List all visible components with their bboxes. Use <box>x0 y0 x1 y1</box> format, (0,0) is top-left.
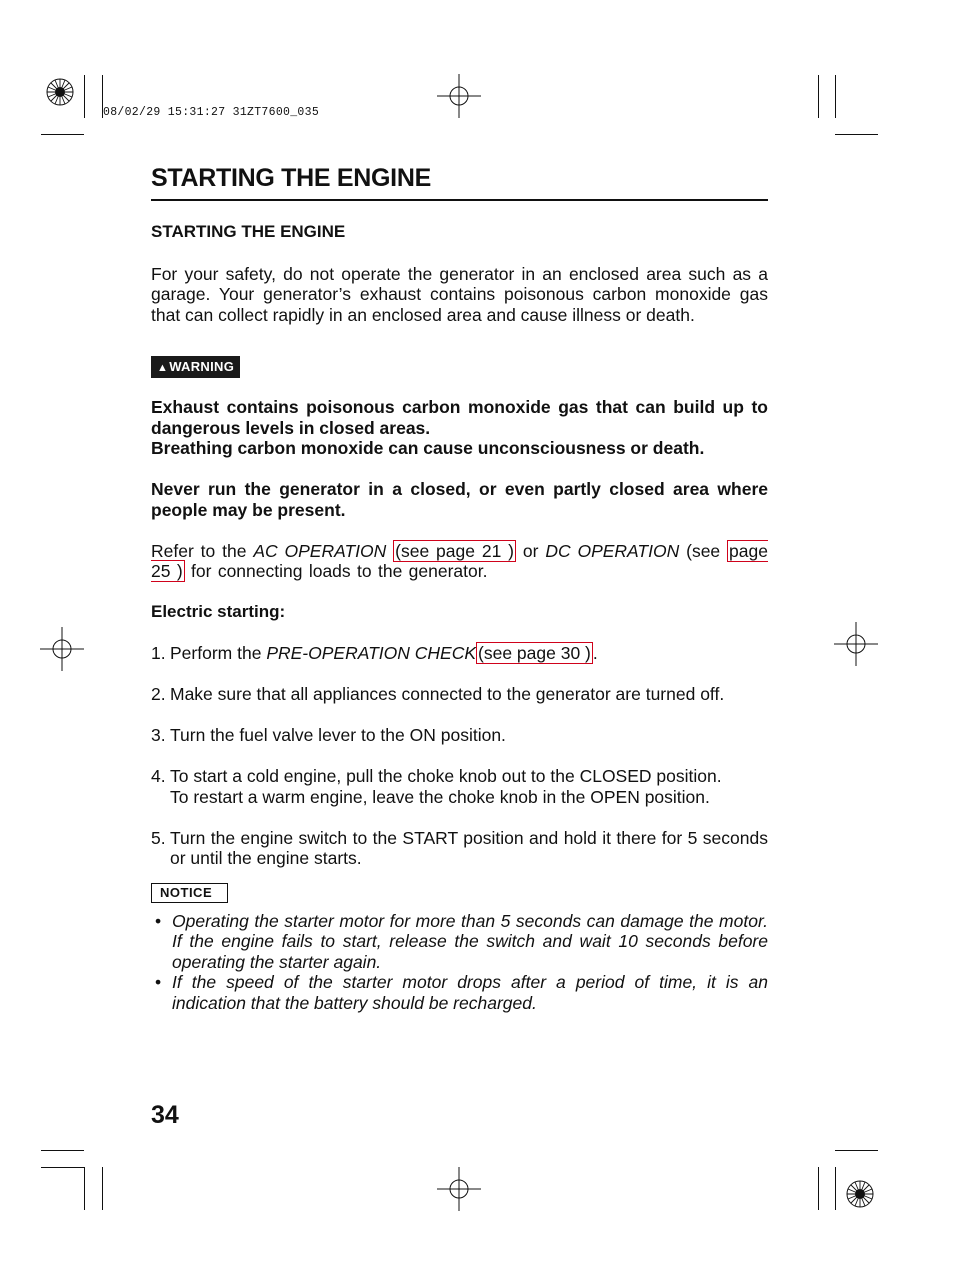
section-heading: STARTING THE ENGINE <box>151 222 346 241</box>
pre-operation-check-ref: PRE-OPERATION CHECK <box>266 643 477 663</box>
page-30-link[interactable]: (see page 30 ) <box>478 643 591 663</box>
refer-post: for connecting loads to the generator. <box>191 561 488 581</box>
notice-label: NOTICE <box>151 883 228 903</box>
dc-operation-ref: DC OPERATION <box>545 540 680 561</box>
notice-badge <box>151 881 768 903</box>
crosshair-top-center <box>437 74 481 118</box>
refer-or: or <box>522 540 539 561</box>
step-5: 5. Turn the engine switch to the START position and hold it there for 5 seconds or until the engine starts. <box>151 827 768 868</box>
page-title: STARTING THE ENGINE <box>151 164 431 192</box>
refer-paragraph <box>151 541 768 582</box>
warning-text-3: Never run the generator in a closed, or even partly closed area where people may be present. <box>151 479 768 520</box>
notice-bullet-1: • Operating the starter motor for more than 5 seconds can damage the motor. If the engine fails to start, release the switch and wait 10 seconds before operating the starter again. <box>151 911 768 973</box>
electric-starting-heading: Electric starting: <box>151 602 286 621</box>
page-content <box>151 222 768 1013</box>
registration-target-top-left <box>40 72 80 112</box>
crosshair-bottom-center <box>437 1167 481 1211</box>
step-1: 1. Perform the PRE-OPERATION CHECK (see page 30 ) . <box>151 643 598 663</box>
warning-badge <box>151 355 768 378</box>
page-21-link[interactable]: (see page 21 ) <box>395 540 515 561</box>
warning-text-1: Exhaust contains poisonous carbon monoxide gas that can build up to dangerous levels in closed areas. <box>151 397 768 438</box>
warning-label: WARNING <box>169 359 235 374</box>
bullet-icon: • <box>155 910 162 931</box>
refer-pre: Refer to the <box>151 540 247 561</box>
crosshair-left-middle <box>40 627 84 671</box>
title-rule <box>151 199 768 201</box>
warning-triangle-icon: ▲ <box>157 362 169 374</box>
print-stamp: 08/02/29 15:31:27 31ZT7600_035 <box>103 106 320 119</box>
page-number: 34 <box>151 1101 179 1129</box>
step-2: 2. Make sure that all appliances connected to the generator are turned off. <box>151 684 725 704</box>
step-3: 3. Turn the fuel valve lever to the ON position. <box>151 725 506 745</box>
refer-see: (see <box>686 540 721 561</box>
step-4: 4. To start a cold engine, pull the choke knob out to the CLOSED position. To restart a warm engine, leave the choke knob in the OPEN position. <box>151 766 722 807</box>
registration-target-bottom-right <box>840 1174 880 1214</box>
crosshair-right-middle <box>834 622 878 666</box>
page-25-link[interactable]: page 25 ) <box>151 540 768 581</box>
warning-text-2: Breathing carbon monoxide can cause unconsciousness or death. <box>151 438 705 458</box>
bullet-icon: • <box>155 972 162 992</box>
ac-operation-ref: AC OPERATION <box>253 540 387 561</box>
notice-bullet-2: • If the speed of the starter motor drops after a period of time, it is an indication that the battery should be recharged. <box>151 972 768 1013</box>
intro-paragraph: For your safety, do not operate the generator in an enclosed area such as a garage. Your generator’s exhaust contains poisonous carbon monoxide gas that can collect rapidly in an enclosed area and cause illness or death. <box>151 263 768 325</box>
